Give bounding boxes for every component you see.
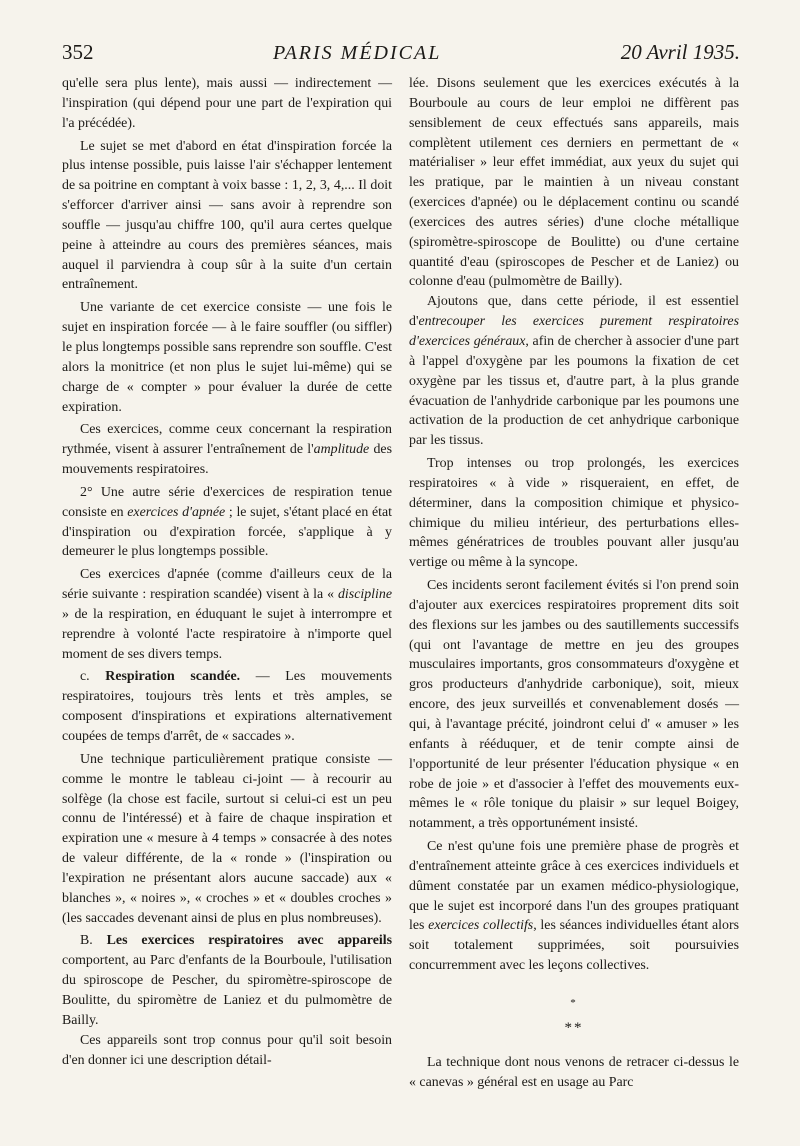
right-column	[409, 74, 739, 1092]
paragraph: B. Les exercices respiratoires avec appareils comportent, au Parc d'enfants de la Bourboule, l'utilisation du spiroscope de Pescher, du spiromètre-spiroscope de Boulitte, du spiromètre de Laniez et du pulmomètre de Bailly.	[62, 933, 392, 1028]
paragraph: Ces appareils sont trop connus pour qu'il soit besoin d'en donner ici une description détail-	[62, 1032, 392, 1068]
page-header	[62, 40, 740, 70]
journal-title: PARIS MÉDICAL	[272, 42, 442, 64]
paragraph: 2° Une autre série d'exercices de respiration tenue consiste en exercices d'apnée ; le sujet, s'étant placé en état d'inspiration ou d'expiration forcée, s'applique à y demeurer le plus longtemps possible.	[62, 484, 393, 560]
paragraph: Une technique particulièrement pratique consiste — comme le montre le tableau ci-joint — à recourir au solfège (la chose est facile, surtout si celui-ci est un peu connu de l'intéressé) et à faire de chaque inspiration et expiration une « mesure à 4 temps » consacrée à des notes de valeur différente, de la « ronde » (l'inspiration ou l'expiration ne présentant alors aucune saccade) aux « blanches », « noires », « croches » et « doubles croches » (les saccades devenant ainsi de plus en plus nombreuses).	[62, 751, 392, 926]
paragraph: Le sujet se met d'abord en état d'inspiration forcée la plus intense possible, puis laisse l'air s'échapper lentement de sa poitrine en comptant à voix basse : 1, 2, 3, 4,... Il doit s'efforcer d'arriver ainsi — sans avoir à reprendre son souffle — jusqu'au chiffre 100, qu'il aura certes quelque peine à atteindre au cours des premières séances, mais auquel il parviendra à coup sûr à la suite d'un certain entraînement.	[62, 138, 392, 293]
paragraph: Ces exercices, comme ceux concernant la respiration rythmée, visent à assurer l'entraînement de l'amplitude des mouvements respiratoires.	[62, 422, 392, 478]
paragraph: Ce n'est qu'une fois une première phase de progrès et d'entraînement atteinte grâce à ces exercices individuels et dûment constatée par un examen médico-physiologique, que le sujet est incorporé dans l'un des groupes pratiquant les exercices collectifs, les séances individuelles étant alors soit totalement supprimées, soit poursuivies concurremment avec les leçons collectives.	[409, 839, 739, 974]
paragraph: Ces exercices d'apnée (comme d'ailleurs ceux de la série suivante : respiration scandée) visent à la « discipline » de la respiration, en éduquant le sujet à interrompre et reprendre à volonté l'acte respiratoire à n'importe quel moment de ses divers temps.	[62, 567, 392, 662]
left-column	[62, 74, 392, 1070]
issue-date: 20 Avril 1935.	[620, 40, 740, 64]
paragraph: Ajoutons que, dans cette période, il est essentiel d'entrecouper les exercices purement respiratoires d'exercices généraux, afin de chercher à associer d'une part à l'appel d'oxygène par les poumons la fixation de cet oxygène par les tissus et, d'autre part, à la plus grande évacuation de l'anhydride carbonique par les poumons une activation de la production de cet anhydrique carbonique par les tissus.	[409, 294, 739, 449]
page-number: 352	[62, 40, 94, 64]
paragraph: lée. Disons seulement que les exercices exécutés à la Bourboule au cours de leur emploi ne diffèrent pas sensiblement de ceux effectués sans appareils, mais complètent utilement ces derniers en permettant de « matérialiser » leur effet immédiat, aux yeux du sujet qui les pratique, par le maintien à un niveau constant (exercices d'apnée) ou le déplacement continu ou scandé (exercices des autres séries) d'une cloche métallique (spiromètre-spiroscope de Boulitte) ou d'une certaine quantité d'eau (spiroscopes de Pescher et de Laniez) ou colonne d'eau (pulmomètre de Bailly).	[409, 76, 739, 290]
paragraph: Trop intenses ou trop prolongés, les exercices respiratoires « à vide » risqueraient, en effet, de déterminer, dans la composition chimique et physico-chimique du milieu intérieur, des perturbations elles-mêmes génératrices de troubles pouvant aller jusqu'au vertige ou même à la syncope.	[409, 456, 739, 571]
paragraph: qu'elle sera plus lente), mais aussi — indirectement — l'inspiration (qui dépend pour une part de l'expiration qui l'a précédée).	[62, 76, 392, 131]
paragraph: Une variante de cet exercice consiste — une fois le sujet en inspiration forcée — à le faire souffler (ou siffler) le plus longtemps possible sans reprendre son souffle. C'est alors la monitrice (et non plus le sujet lui-même) qui se charge de « compter » pour évaluer la durée de cette expiration.	[62, 300, 392, 415]
section-separator: * **	[564, 996, 584, 1036]
paragraph: c. Respiration scandée. — Les mouvements respiratoires, toujours très lents et très amples, se composent d'inspirations et expirations alternativement coupées de temps d'arrêt, de « saccades ».	[62, 669, 392, 744]
paragraph: La technique dont nous venons de retracer ci-dessus le « canevas » général est en usage au Parc	[409, 1054, 739, 1090]
paragraph: Ces incidents seront facilement évités si l'on prend soin d'ajouter aux exercices respiratoires proprement dits soit des flexions sur les jambes ou des sautillements successifs (qui ont l'avantage de mettre en jeu des groupes musculaires importants, gros consommateurs d'oxygène et gros producteurs d'anhydride carbonique), soit, mieux encore, des jeux surveillés et convenablement dosés — qui, à l'avantage précité, joindront celui d' « amuser » les enfants à rééduquer, et de tenir compte ainsi de l'opportunité de leur présenter l'éducation physique « en robe de joie » et d'associer à l'effet des mouvements eux-mêmes le « rôle tonique du plaisir » sur lequel Boigey, notamment, a très opportunément insisté.	[409, 578, 739, 832]
